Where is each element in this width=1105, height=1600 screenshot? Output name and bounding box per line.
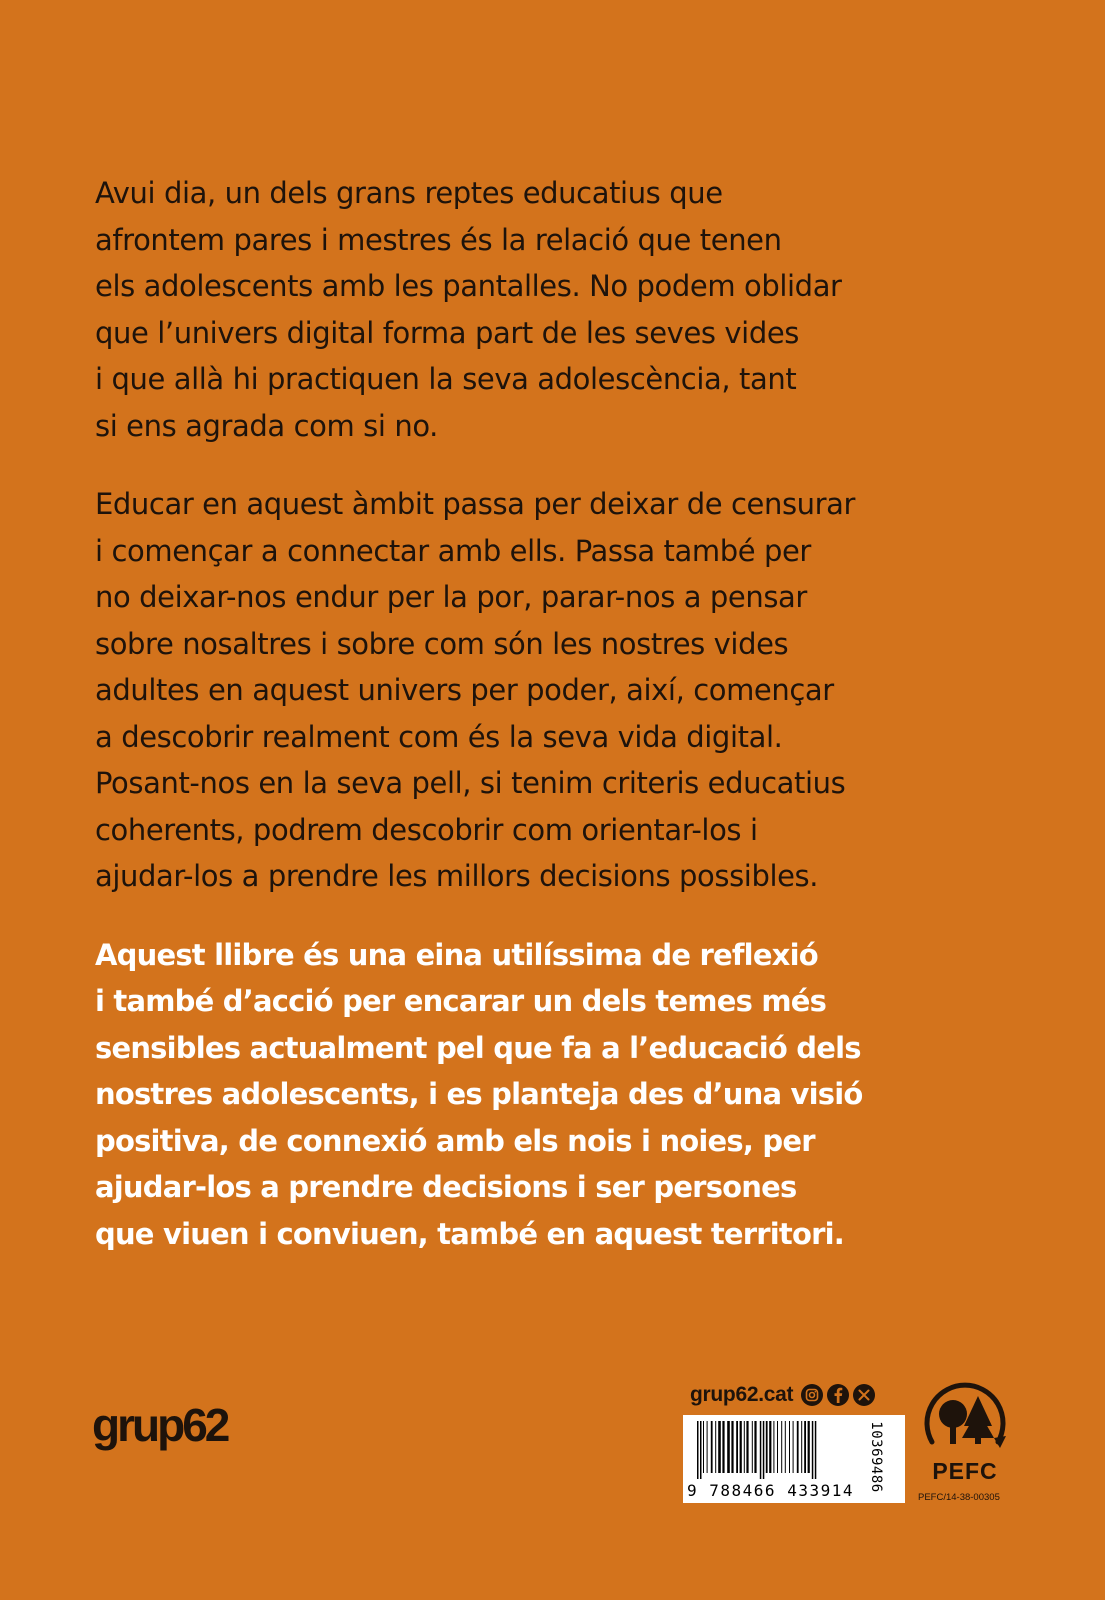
blurb-line: Aquest llibre és una eina utilíssima de reflexió xyxy=(95,937,818,972)
barcode-bar xyxy=(789,1421,790,1473)
blurb-paragraph-2 xyxy=(95,481,865,900)
barcode-bar xyxy=(731,1421,733,1473)
blurb-line: sobre nosaltres i sobre com són les nostres vides xyxy=(95,626,789,661)
blurb-line: afrontem pares i mestres és la relació que tenen xyxy=(95,222,782,257)
barcode-bar xyxy=(703,1421,704,1473)
barcode-bar xyxy=(785,1421,786,1473)
barcode-bar xyxy=(815,1421,817,1479)
barcode-bar xyxy=(722,1421,724,1473)
pefc-logo-icon xyxy=(920,1376,1010,1458)
barcode-bar xyxy=(707,1421,708,1473)
barcode-bar xyxy=(715,1421,716,1473)
blurb-line: si ens agrada com si no. xyxy=(95,408,438,443)
pefc-name: PEFC xyxy=(932,1458,998,1484)
blurb-line: i també d’acció per encarar un dels temes més xyxy=(95,984,827,1018)
x-icon[interactable] xyxy=(853,1384,875,1406)
barcode-bar xyxy=(812,1421,814,1479)
barcode-bar xyxy=(781,1421,782,1473)
blurb-line: no deixar-nos endur per la por, parar-nos a pensar xyxy=(95,580,807,614)
isbn-number: 9 788466 433914 xyxy=(687,1481,854,1500)
isbn-barcode xyxy=(683,1415,905,1503)
barcode-bar xyxy=(769,1421,771,1473)
publisher-website-link[interactable]: grup62.cat xyxy=(690,1383,794,1406)
barcode-bar xyxy=(801,1421,802,1473)
barcode-bar xyxy=(766,1421,768,1473)
blurb-line: Educar en aquest àmbit passa per deixar de censurar xyxy=(95,487,856,521)
blurb-line: els adolescents amb les pantalles. No podem oblidar xyxy=(95,269,842,303)
barcode-bar xyxy=(754,1421,756,1473)
internal-product-code: 10369486 xyxy=(868,1421,884,1493)
barcode-bar xyxy=(700,1421,702,1479)
blurb-line: adultes en aquest univers per poder, així, començar xyxy=(95,673,834,707)
barcode-bar xyxy=(804,1421,806,1473)
barcode-bar xyxy=(746,1421,748,1473)
barcode-bar xyxy=(752,1421,753,1473)
blurb-line: nostres adolescents, i es planteja des d’una visió xyxy=(95,1077,863,1111)
blurb-line: ajudar-los a prendre decisions i ser persones xyxy=(95,1170,797,1204)
barcode-bar xyxy=(711,1421,713,1473)
instagram-icon[interactable] xyxy=(801,1384,823,1406)
blurb-line: Avui dia, un dels grans reptes educatius que xyxy=(95,176,723,210)
barcode-bar xyxy=(736,1421,738,1473)
barcode-bar xyxy=(773,1421,774,1473)
barcode-bar xyxy=(777,1421,778,1473)
barcode-bar xyxy=(808,1421,810,1473)
barcode-bar xyxy=(797,1421,799,1473)
barcode-bar xyxy=(793,1421,794,1473)
blurb-line: a descobrir realment com és la seva vida digital. xyxy=(95,719,783,754)
pefc-certificate-code: PEFC/14-38-00305 xyxy=(918,1492,1000,1503)
blurb-line: i que allà hi practiquen la seva adolescència, tant xyxy=(95,362,797,396)
barcode-bar xyxy=(740,1421,742,1473)
barcode-bars xyxy=(697,1421,865,1479)
blurb-paragraph-1 xyxy=(95,170,865,449)
barcode-bar xyxy=(763,1421,765,1479)
blurb-line: Posant-nos en la seva pell, si tenim criteris educatius xyxy=(95,766,846,800)
blurb-line: que l’univers digital forma part de les seves vides xyxy=(95,315,799,350)
blurb-line: sensibles actualment pel que fa a l’educació dels xyxy=(95,1030,861,1065)
blurb-paragraph-3-highlight xyxy=(95,932,865,1258)
barcode-bar xyxy=(718,1421,721,1473)
blurb-line: coherents, podrem descobrir com orientar-los i xyxy=(95,812,758,847)
barcode-bar xyxy=(744,1421,745,1473)
blurb-line: ajudar-los a prendre les millors decisions possibles. xyxy=(95,859,819,893)
social-icons xyxy=(801,1384,875,1406)
back-cover-blurb xyxy=(95,170,865,1257)
barcode-bar xyxy=(760,1421,762,1479)
facebook-icon[interactable] xyxy=(827,1384,849,1406)
publisher-website-row xyxy=(690,1380,900,1410)
barcode-bar xyxy=(727,1421,730,1473)
publisher-logo: grup62 xyxy=(92,1399,228,1451)
blurb-line: i començar a connectar amb ells. Passa també per xyxy=(95,533,811,568)
blurb-line: que viuen i conviuen, també en aquest territori. xyxy=(95,1216,844,1251)
barcode-bar xyxy=(697,1421,699,1479)
blurb-line: positiva, de connexió amb els nois i noies, per xyxy=(95,1123,815,1158)
